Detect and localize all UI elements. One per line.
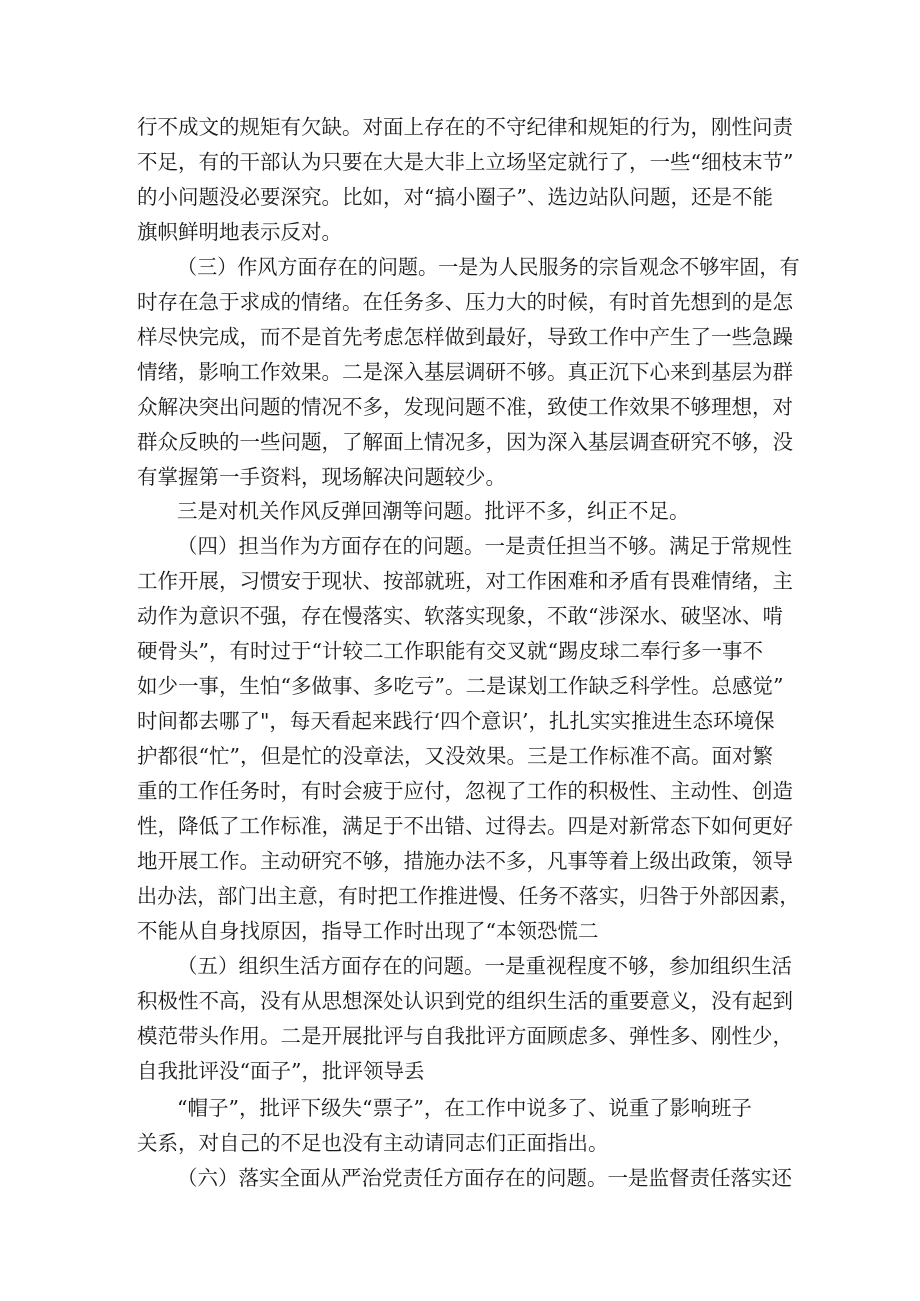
text-line: 群众反映的一些问题，了解面上情况多，因为深入基层调查研究不够，没 — [137, 430, 793, 454]
text-line: （三）作风方面存在的问题。一是为人民服务的宗旨观念不够牢固，有 — [177, 255, 800, 279]
text-line: 的小问题没必要深究。比如，对“搞小圈子”、选边站队问题，还是不能 — [137, 185, 773, 209]
text-line: （五）组织生活方面存在的问题。一是重视程度不够，参加组织生活 — [177, 954, 792, 978]
text-line: 护都很“忙”，但是忙的没章法，又没效果。三是工作标准不高。面对繁 — [137, 744, 773, 768]
text-line: 样尽快完成，而不是首先考虑怎样做到最好，导致工作中产生了一些急躁 — [137, 325, 793, 349]
text-line: 时存在急于求成的情绪。在任务多、压力大的时候，有时首先想到的是怎 — [137, 290, 793, 314]
text-line: （六）落实全面从严治党责任方面存在的问题。一是监督责任落实还 — [177, 1166, 792, 1190]
text-line: “帽子”，批评下级失“票子”，在工作中说多了、说重了影响班子 — [177, 1096, 752, 1120]
text-line: 关系，对自己的不足也没有主动请同志们正面指出。 — [137, 1131, 609, 1155]
text-line: 情绪，影响工作效果。二是深入基层调研不够。真正沉下心来到基层为群 — [137, 360, 793, 384]
text-line: 出办法，部门出主意，有时把工作推进慢、任务不落实，归咎于外部因素， — [137, 884, 800, 908]
text-line: 时间都去哪了"，每天看起来践行‘四个意识’，扎扎实实推进生态环境保 — [137, 709, 775, 733]
text-line: 自我批评没“面子”，批评领导丢 — [137, 1059, 425, 1083]
text-line: （四）担当作为方面存在的问题。一是责任担当不够。满足于常规性 — [177, 534, 792, 558]
text-line: 硬骨头”，有时过于“计较二工作职能有交叉就“踢皮球二奉行多一事不 — [137, 639, 763, 663]
text-line: 地开展工作。主动研究不够，措施办法不多，凡事等着上级出政策，领导 — [137, 849, 793, 873]
text-line: 三是对机关作风反弹回潮等问题。批评不多，纠正不足。 — [177, 499, 690, 523]
text-line: 如少一事，生怕“多做事、多吃亏”。二是谋划工作缺乏科学性。总感觉” — [137, 674, 784, 698]
text-line: 工作开展，习惯安于现状、按部就班，对工作困难和矛盾有畏难情绪，主 — [137, 569, 793, 593]
text-line: 动作为意识不强，存在慢落实、软落实现象，不敢“涉深水、破坚冰、啃 — [137, 604, 783, 628]
text-line: 不能从自身找原因，指导工作时出现了“本领恐慌二 — [137, 919, 599, 943]
text-line: 性，降低了工作标准，满足于不出错、过得去。四是对新常态下如何更好 — [137, 814, 793, 838]
text-line: 不足，有的干部认为只要在大是大非上立场坚定就行了，一些“细枝末节” — [137, 150, 794, 174]
text-line: 模范带头作用。二是开展批评与自我批评方面顾虑多、弹性多、刚性少， — [137, 1024, 793, 1048]
text-line: 众解决突出问题的情况不多，发现问题不准，致使工作效果不够理想，对 — [137, 395, 793, 419]
text-line: 行不成文的规矩有欠缺。对面上存在的不守纪律和规矩的行为，刚性问责 — [137, 115, 793, 139]
text-line: 有掌握第一手资料，现场解决问题较少。 — [137, 465, 506, 489]
text-line: 旗帜鲜明地表示反对。 — [137, 220, 342, 244]
text-line: 积极性不高，没有从思想深处认识到党的组织生活的重要意义，没有起到 — [137, 989, 793, 1013]
text-line: 重的工作任务时，有时会疲于应付，忽视了工作的积极性、主动性、创造 — [137, 779, 793, 803]
